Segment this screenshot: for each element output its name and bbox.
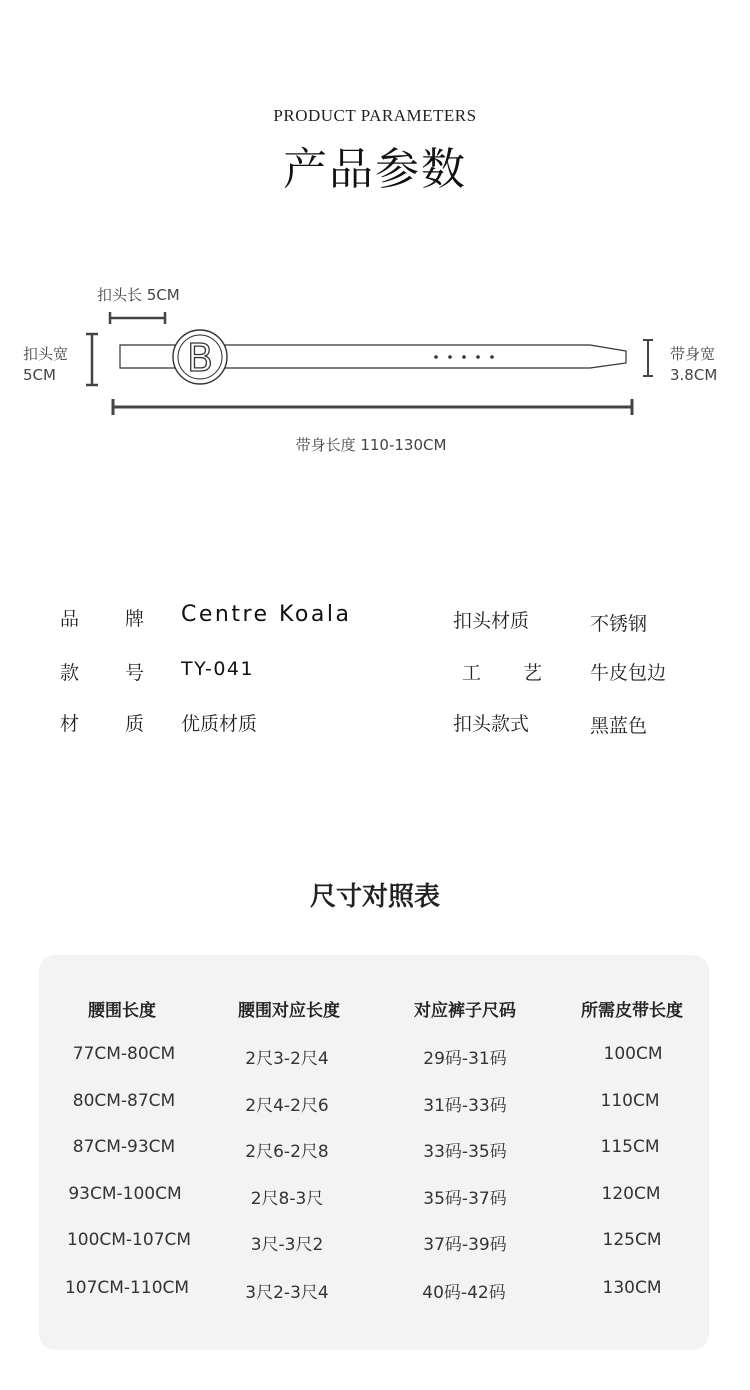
table-cell: 80CM-87CM [72, 1091, 176, 1111]
header-belt-length: 所需皮带长度 [581, 1001, 683, 1021]
strap-length-label: 带身长度 110-130CM [295, 436, 447, 454]
table-cell: 77CM-80CM [72, 1044, 176, 1064]
table-cell: 3尺-3尺2 [250, 1235, 324, 1255]
brand-value: Centre Koala [181, 602, 352, 627]
table-cell: 115CM [600, 1137, 660, 1157]
buckle-width-value: 5CM [23, 366, 56, 384]
table-cell: 2尺8-3尺 [250, 1189, 324, 1209]
table-cell: 100CM [603, 1044, 663, 1064]
table-cell: 37码-39码 [423, 1235, 507, 1255]
strap-width-value: 3.8CM [670, 366, 718, 384]
table-cell: 33码-35码 [423, 1142, 507, 1162]
buckle-length-bracket [110, 312, 165, 324]
belt-diagram [0, 280, 750, 420]
buckle-width-bracket [86, 334, 98, 385]
buckle-style-value: 黑蓝色 [590, 715, 648, 737]
buckle-logo-icon [173, 330, 227, 384]
table-cell: 120CM [601, 1184, 661, 1204]
model-value: TY-041 [181, 658, 255, 680]
header-waist-equivalent: 腰围对应长度 [238, 1001, 340, 1021]
table-cell: 100CM-107CM [66, 1230, 192, 1250]
english-title: PRODUCT PARAMETERS [273, 106, 477, 125]
buckle-material-label: 扣头材质 [453, 610, 530, 632]
table-cell: 2尺4-2尺6 [245, 1096, 329, 1116]
header-pants-size: 对应裤子尺码 [414, 1001, 516, 1021]
buckle-style-label: 扣头款式 [453, 713, 530, 735]
table-cell: 107CM-110CM [64, 1278, 190, 1298]
table-cell: 125CM [602, 1230, 662, 1250]
table-cell: 130CM [602, 1278, 662, 1298]
table-cell: 29码-31码 [423, 1049, 507, 1069]
table-cell: 2尺3-2尺4 [245, 1049, 329, 1069]
strap-width-bracket [643, 340, 653, 376]
table-cell: 110CM [600, 1091, 660, 1111]
table-cell: 87CM-93CM [72, 1137, 176, 1157]
material-value: 优质材质 [181, 713, 258, 735]
strap-width-label: 带身宽 [670, 345, 716, 363]
table-cell: 40码-42码 [422, 1283, 506, 1303]
buckle-width-label: 扣头宽 [23, 345, 69, 363]
craft-value: 牛皮包边 [590, 662, 667, 684]
table-cell: 93CM-100CM [68, 1184, 182, 1204]
table-cell: 2尺6-2尺8 [245, 1142, 329, 1162]
table-cell: 3尺2-3尺4 [245, 1283, 329, 1303]
size-chart-table [39, 955, 709, 1350]
model-label: 款 号 [60, 662, 165, 684]
strap-length-bracket [113, 399, 632, 415]
size-chart-title: 尺寸对照表 [309, 882, 440, 912]
logo-letter: B [186, 336, 214, 380]
page-title: 产品参数 [283, 144, 467, 195]
brand-label: 品 牌 [60, 608, 165, 630]
buckle-length-label: 扣头长 5CM [97, 286, 180, 304]
table-cell: 31码-33码 [423, 1096, 507, 1116]
material-label: 材 质 [60, 713, 165, 735]
table-cell: 35码-37码 [423, 1189, 507, 1209]
buckle-material-value: 不锈钢 [590, 613, 648, 635]
header-waist-length: 腰围长度 [88, 1001, 156, 1021]
craft-label: 工 艺 [462, 662, 561, 684]
